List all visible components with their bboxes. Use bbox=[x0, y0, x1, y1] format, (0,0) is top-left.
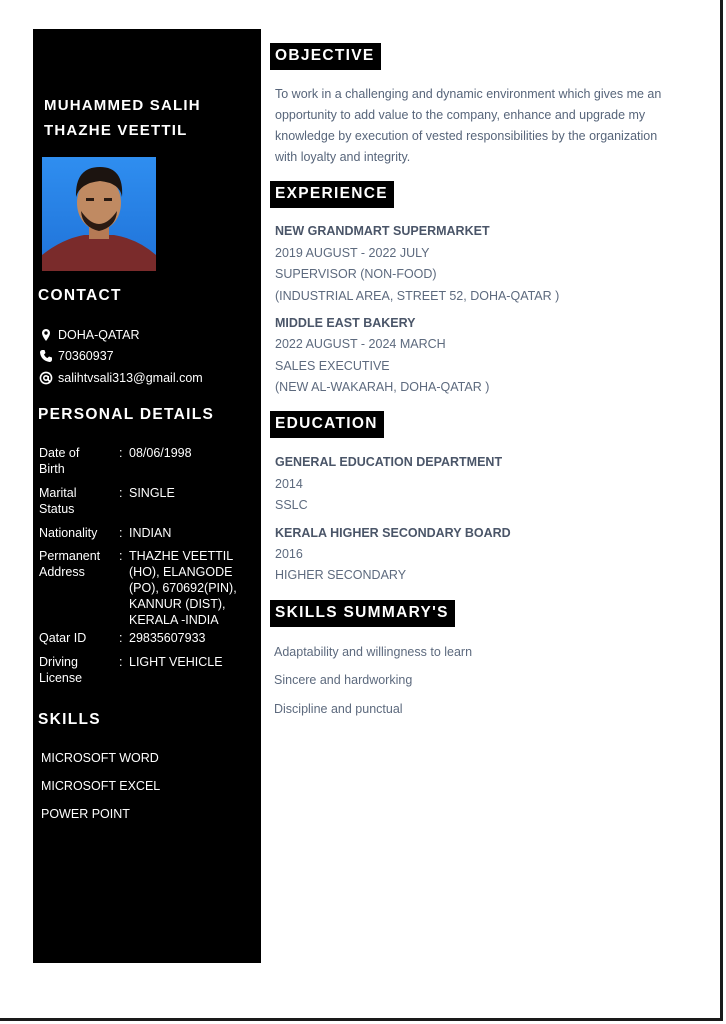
phone-icon bbox=[39, 349, 53, 363]
personal-value: INDIAN bbox=[129, 526, 172, 540]
skills-summary-item: Sincere and hardworking bbox=[274, 673, 413, 687]
personal-label: Nationality bbox=[39, 526, 98, 540]
profile-photo-portrait bbox=[42, 157, 156, 271]
at-sign-icon bbox=[39, 371, 53, 385]
skills-summary-item: Adaptability and willingness to learn bbox=[274, 645, 473, 659]
experience-location: (INDUSTRIAL AREA, STREET 52, DOHA-QATAR ) bbox=[275, 289, 560, 303]
education-year: 2016 bbox=[275, 547, 303, 561]
name-line-1: MUHAMMED SALIH bbox=[44, 97, 201, 114]
objective-text: To work in a challenging and dynamic environment which gives me an opportunity to add value to the company, enhance and upgrade my knowledge by execution of vested responsibilities by the organization with loyalty and integrity. bbox=[275, 87, 662, 164]
personal-label: Qatar ID bbox=[39, 631, 87, 645]
personal-label: Driving License bbox=[39, 655, 83, 685]
education-board: KERALA HIGHER SECONDARY BOARD bbox=[275, 526, 511, 540]
contact-location bbox=[39, 328, 139, 342]
personal-details-heading: PERSONAL DETAILS bbox=[38, 406, 215, 423]
personal-colon: : bbox=[119, 446, 123, 460]
personal-label: Permanent Address bbox=[39, 549, 101, 579]
experience-period: 2022 AUGUST - 2024 MARCH bbox=[275, 337, 446, 351]
education-level: HIGHER SECONDARY bbox=[275, 568, 407, 582]
personal-value: THAZHE VEETTIL (HO), ELANGODE (PO), 670692(PIN), KANNUR (DIST), KERALA -INDIA bbox=[129, 549, 237, 627]
candidate-name bbox=[44, 93, 254, 143]
skill-item: POWER POINT bbox=[41, 807, 130, 821]
personal-label: Date of Birth bbox=[39, 446, 80, 476]
personal-colon: : bbox=[119, 655, 123, 669]
education-level: SSLC bbox=[275, 498, 308, 512]
experience-role: SALES EXECUTIVE bbox=[275, 359, 390, 373]
personal-value: SINGLE bbox=[129, 486, 175, 500]
experience-heading: EXPERIENCE bbox=[270, 181, 394, 208]
name-line-2: THAZHE VEETTIL bbox=[44, 122, 188, 139]
skills-summary-heading: SKILLS SUMMARY'S bbox=[270, 600, 455, 627]
map-pin-icon bbox=[39, 328, 53, 342]
profile-photo bbox=[42, 157, 156, 271]
objective-heading: OBJECTIVE bbox=[270, 43, 381, 70]
sidebar bbox=[33, 29, 261, 963]
experience-role: SUPERVISOR (NON-FOOD) bbox=[275, 267, 437, 281]
personal-colon: : bbox=[119, 526, 123, 540]
education-year: 2014 bbox=[275, 477, 303, 491]
experience-company: MIDDLE EAST BAKERY bbox=[275, 316, 416, 330]
experience-company: NEW GRANDMART SUPERMARKET bbox=[275, 224, 490, 238]
personal-colon: : bbox=[119, 486, 123, 500]
contact-heading: CONTACT bbox=[38, 287, 122, 304]
education-board: GENERAL EDUCATION DEPARTMENT bbox=[275, 455, 503, 469]
personal-value: LIGHT VEHICLE bbox=[129, 655, 223, 669]
location-text: DOHA-QATAR bbox=[58, 328, 140, 342]
email-text[interactable]: salihtvsali313@gmail.com bbox=[58, 371, 203, 385]
skills-summary-item: Discipline and punctual bbox=[274, 702, 403, 716]
skill-item: MICROSOFT WORD bbox=[41, 751, 159, 765]
education-heading: EDUCATION bbox=[270, 411, 384, 438]
personal-value: 08/06/1998 bbox=[129, 446, 192, 460]
personal-value: 29835607933 bbox=[129, 631, 206, 645]
personal-colon: : bbox=[119, 549, 123, 563]
personal-colon: : bbox=[119, 631, 123, 645]
contact-phone bbox=[39, 349, 114, 363]
phone-text: 70360937 bbox=[58, 349, 114, 363]
personal-label: Marital Status bbox=[39, 486, 77, 516]
contact-email[interactable] bbox=[39, 371, 203, 385]
experience-location: (NEW AL-WAKARAH, DOHA-QATAR ) bbox=[275, 380, 490, 394]
experience-period: 2019 AUGUST - 2022 JULY bbox=[275, 246, 430, 260]
skills-heading: SKILLS bbox=[38, 711, 101, 728]
skill-item: MICROSOFT EXCEL bbox=[41, 779, 161, 793]
